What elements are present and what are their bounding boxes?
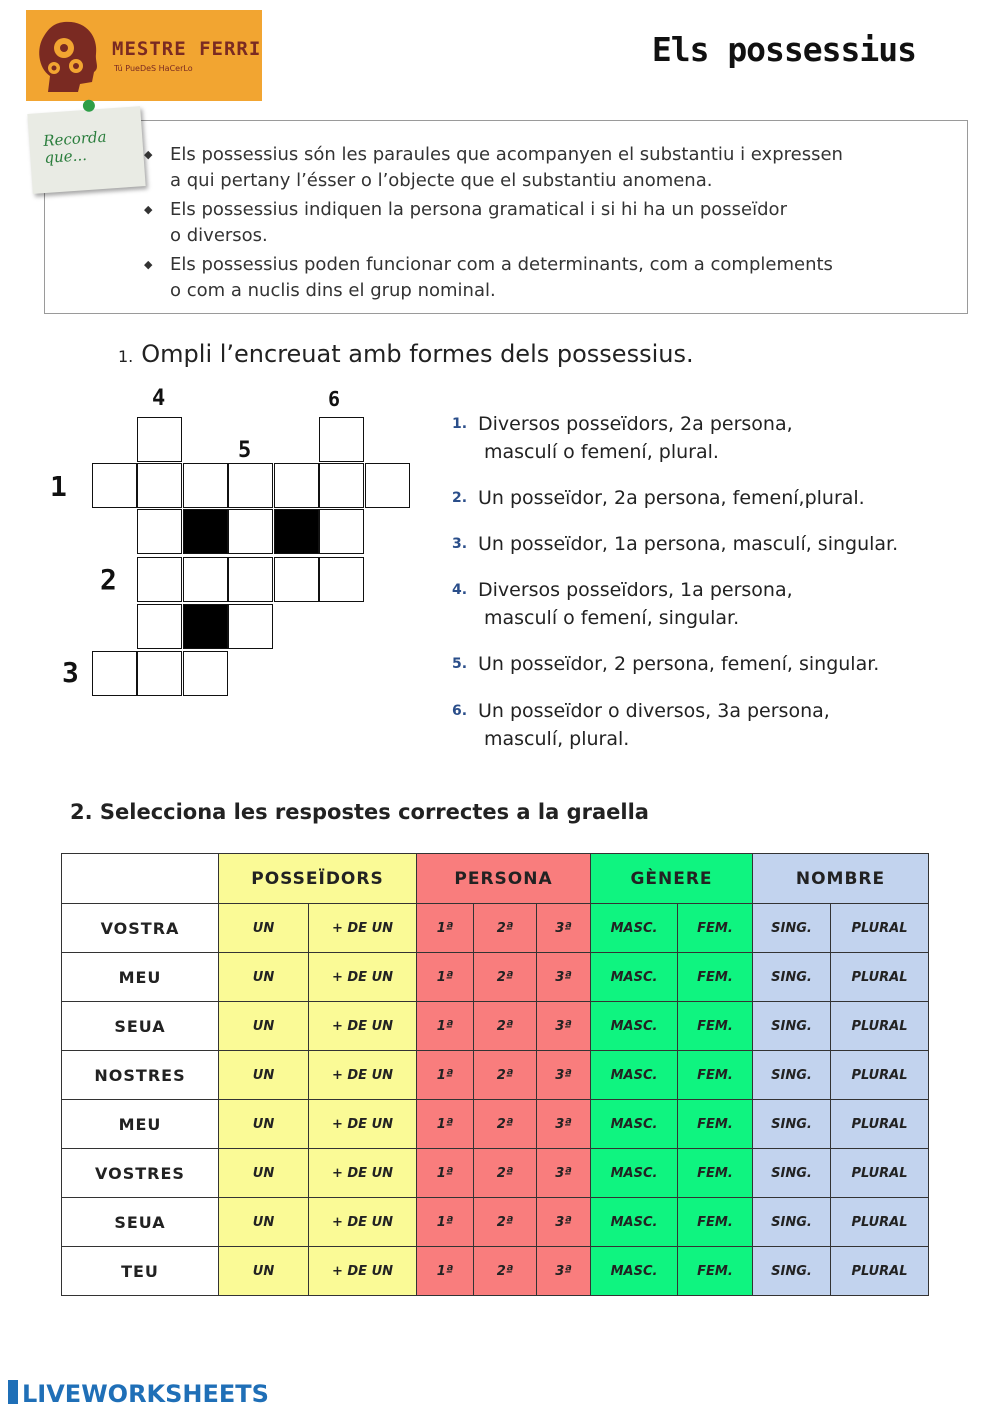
option-sing[interactable]: SING.	[753, 1002, 831, 1051]
option-1a[interactable]: 1ª	[417, 1051, 474, 1100]
crossword-cell[interactable]	[228, 463, 273, 508]
logo-brand: MESTRE FERRI	[112, 38, 262, 60]
footer-brand: LIVEWORKSHEETS	[8, 1380, 269, 1408]
possessive-word: SEUA	[62, 1198, 219, 1247]
crossword-label-6: 6	[328, 387, 341, 411]
crossword-cell[interactable]	[228, 509, 273, 554]
option-mes-de-un[interactable]: + DE UN	[309, 1100, 417, 1149]
crossword-cell[interactable]	[228, 604, 273, 649]
option-un[interactable]: UN	[219, 1247, 309, 1296]
grid-row	[62, 1002, 929, 1051]
option-3a[interactable]: 3ª	[537, 953, 591, 1002]
crossword-label-4: 4	[152, 386, 166, 411]
crossword-black-cell	[274, 509, 319, 554]
option-un[interactable]: UN	[219, 904, 309, 953]
crossword-cell[interactable]	[137, 509, 182, 554]
crossword-cell[interactable]	[137, 557, 182, 602]
option-fem[interactable]: FEM.	[678, 1051, 753, 1100]
header-persona: PERSONA	[417, 854, 591, 904]
header-genere: GÈNERE	[591, 854, 753, 904]
grid-row	[62, 1198, 929, 1247]
crossword-label-5: 5	[238, 438, 252, 463]
option-un[interactable]: UN	[219, 1051, 309, 1100]
sticky-note	[27, 106, 145, 194]
option-1a[interactable]: 1ª	[417, 1002, 474, 1051]
crossword-cell[interactable]	[319, 509, 364, 554]
option-masc[interactable]: MASC.	[591, 1051, 678, 1100]
option-fem[interactable]: FEM.	[678, 1149, 753, 1198]
option-un[interactable]: UN	[219, 953, 309, 1002]
grid-row	[62, 904, 929, 953]
option-mes-de-un[interactable]: + DE UN	[309, 953, 417, 1002]
crossword-label-2: 2	[100, 563, 117, 596]
option-1a[interactable]: 1ª	[417, 1247, 474, 1296]
option-plural[interactable]: PLURAL	[831, 953, 929, 1002]
crossword-cell[interactable]	[137, 417, 182, 462]
option-2a[interactable]: 2ª	[474, 1051, 537, 1100]
option-2a[interactable]: 2ª	[474, 1149, 537, 1198]
option-3a[interactable]: 3ª	[537, 1149, 591, 1198]
option-plural[interactable]: PLURAL	[831, 1002, 929, 1051]
grid-row	[62, 1100, 929, 1149]
option-2a[interactable]: 2ª	[474, 1247, 537, 1296]
clue-item: 2. Un posseïdor, 2a persona, femení,plural.	[452, 487, 865, 509]
option-masc[interactable]: MASC.	[591, 953, 678, 1002]
grid-row	[62, 1149, 929, 1198]
option-un[interactable]: UN	[219, 1002, 309, 1051]
crossword-label-3: 3	[62, 656, 79, 689]
option-masc[interactable]: MASC.	[591, 1149, 678, 1198]
option-sing[interactable]: SING.	[753, 1198, 831, 1247]
clue-item: 3. Un posseïdor, 1a persona, masculí, singular.	[452, 533, 899, 555]
grid-row	[62, 1247, 929, 1296]
grid-header-row	[62, 854, 929, 904]
bullet-item: ◆ Els possessius poden funcionar com a determinants, com a complements o com a nuclis dins el grup nominal.	[144, 252, 944, 304]
option-sing[interactable]: SING.	[753, 904, 831, 953]
option-sing[interactable]: SING.	[753, 953, 831, 1002]
option-3a[interactable]: 3ª	[537, 1100, 591, 1149]
option-sing[interactable]: SING.	[753, 1149, 831, 1198]
option-1a[interactable]: 1ª	[417, 1100, 474, 1149]
option-masc[interactable]: MASC.	[591, 904, 678, 953]
crossword-cell[interactable]	[137, 651, 182, 696]
option-mes-de-un[interactable]: + DE UN	[309, 1198, 417, 1247]
option-mes-de-un[interactable]: + DE UN	[309, 1149, 417, 1198]
bullet-item: ◆ Els possessius indiquen la persona gramatical i si hi ha un posseïdor o diversos.	[144, 197, 944, 249]
crossword-cell[interactable]	[319, 417, 364, 462]
crossword-cell[interactable]	[319, 557, 364, 602]
crossword-cell[interactable]	[183, 557, 228, 602]
option-sing[interactable]: SING.	[753, 1247, 831, 1296]
option-sing[interactable]: SING.	[753, 1051, 831, 1100]
reminder-bullets	[144, 142, 944, 307]
option-fem[interactable]: FEM.	[678, 1100, 753, 1149]
exercise-2-instruction: 2. Selecciona les respostes correctes a la graella	[70, 800, 649, 824]
option-3a[interactable]: 3ª	[537, 1198, 591, 1247]
option-plural[interactable]: PLURAL	[831, 1100, 929, 1149]
option-plural[interactable]: PLURAL	[831, 1198, 929, 1247]
option-plural[interactable]: PLURAL	[831, 1051, 929, 1100]
bullet-item: ◆ Els possessius són les paraules que acompanyen el substantiu i expressen a qui pertany l’ésser o l’objecte que el substantiu anomena.	[144, 142, 944, 194]
option-sing[interactable]: SING.	[753, 1100, 831, 1149]
option-fem[interactable]: FEM.	[678, 904, 753, 953]
option-1a[interactable]: 1ª	[417, 953, 474, 1002]
crossword-cell[interactable]	[228, 557, 273, 602]
crossword-label-1: 1	[50, 470, 67, 503]
logo	[26, 10, 262, 101]
option-fem[interactable]: FEM.	[678, 1247, 753, 1296]
crossword-cell[interactable]	[183, 463, 228, 508]
page-title: Els possessius	[651, 30, 916, 69]
crossword-cell[interactable]	[274, 557, 319, 602]
header-nombre: NOMBRE	[753, 854, 929, 904]
clue-item: 6. Un posseïdor o diversos, 3a persona, masculí, plural.	[452, 700, 830, 750]
option-plural[interactable]: PLURAL	[831, 904, 929, 953]
crossword-cell[interactable]	[183, 651, 228, 696]
option-un[interactable]: UN	[219, 1198, 309, 1247]
possessive-word: VOSTRES	[62, 1149, 219, 1198]
option-fem[interactable]: FEM.	[678, 1002, 753, 1051]
header-posseidors: POSSEÏDORS	[219, 854, 417, 904]
clue-item: 1. Diversos posseïdors, 2a persona, masculí o femení, plural.	[452, 413, 793, 463]
option-plural[interactable]: PLURAL	[831, 1247, 929, 1296]
option-un[interactable]: UN	[219, 1100, 309, 1149]
crossword-black-cell	[183, 604, 228, 649]
option-1a[interactable]: 1ª	[417, 1198, 474, 1247]
exercise-1-instruction: 1. Ompli l’encreuat amb formes dels possessius.	[118, 340, 694, 368]
option-masc[interactable]: MASC.	[591, 1247, 678, 1296]
option-2a[interactable]: 2ª	[474, 1198, 537, 1247]
grid-row	[62, 1051, 929, 1100]
option-3a[interactable]: 3ª	[537, 1002, 591, 1051]
option-plural[interactable]: PLURAL	[831, 1149, 929, 1198]
logo-tagline: Tú PueDeS HaCerLo	[114, 64, 193, 73]
option-masc[interactable]: MASC.	[591, 1100, 678, 1149]
possessive-word: VOSTRA	[62, 904, 219, 953]
crossword-cell[interactable]	[365, 463, 410, 508]
option-3a[interactable]: 3ª	[537, 1247, 591, 1296]
option-masc[interactable]: MASC.	[591, 1002, 678, 1051]
possessive-word: SEUA	[62, 1002, 219, 1051]
option-mes-de-un[interactable]: + DE UN	[309, 1002, 417, 1051]
pin-icon	[83, 99, 96, 112]
option-1a[interactable]: 1ª	[417, 1149, 474, 1198]
possessive-word: TEU	[62, 1247, 219, 1296]
grid-row	[62, 953, 929, 1002]
clue-item: 5. Un posseïdor, 2 persona, femení, singular.	[452, 653, 880, 675]
sticky-note-text: Recorda que...	[42, 127, 108, 167]
option-2a[interactable]: 2ª	[474, 953, 537, 1002]
crossword-black-cell	[183, 509, 228, 554]
option-fem[interactable]: FEM.	[678, 953, 753, 1002]
crossword-clues	[452, 410, 972, 753]
option-3a[interactable]: 3ª	[537, 904, 591, 953]
answer-grid	[61, 853, 929, 1296]
liveworksheets-logo-icon	[8, 1380, 18, 1404]
option-masc[interactable]: MASC.	[591, 1198, 678, 1247]
clue-item: 4. Diversos posseïdors, 1a persona, masculí o femení, singular.	[452, 579, 793, 629]
possessive-word: NOSTRES	[62, 1051, 219, 1100]
possessive-word: MEU	[62, 1100, 219, 1149]
crossword-cell[interactable]	[274, 463, 319, 508]
option-3a[interactable]: 3ª	[537, 1051, 591, 1100]
head-gears-icon	[34, 18, 102, 94]
option-un[interactable]: UN	[219, 1149, 309, 1198]
option-mes-de-un[interactable]: + DE UN	[309, 904, 417, 953]
option-2a[interactable]: 2ª	[474, 1002, 537, 1051]
option-mes-de-un[interactable]: + DE UN	[309, 1051, 417, 1100]
crossword-cell[interactable]	[137, 463, 182, 508]
crossword-cell[interactable]	[92, 651, 137, 696]
option-2a[interactable]: 2ª	[474, 904, 537, 953]
option-fem[interactable]: FEM.	[678, 1198, 753, 1247]
crossword-cell[interactable]	[137, 604, 182, 649]
option-1a[interactable]: 1ª	[417, 904, 474, 953]
possessive-word: MEU	[62, 953, 219, 1002]
grid-corner-cell	[62, 854, 219, 904]
option-mes-de-un[interactable]: + DE UN	[309, 1247, 417, 1296]
option-2a[interactable]: 2ª	[474, 1100, 537, 1149]
crossword-cell[interactable]	[92, 463, 137, 508]
crossword-cell[interactable]	[319, 463, 364, 508]
